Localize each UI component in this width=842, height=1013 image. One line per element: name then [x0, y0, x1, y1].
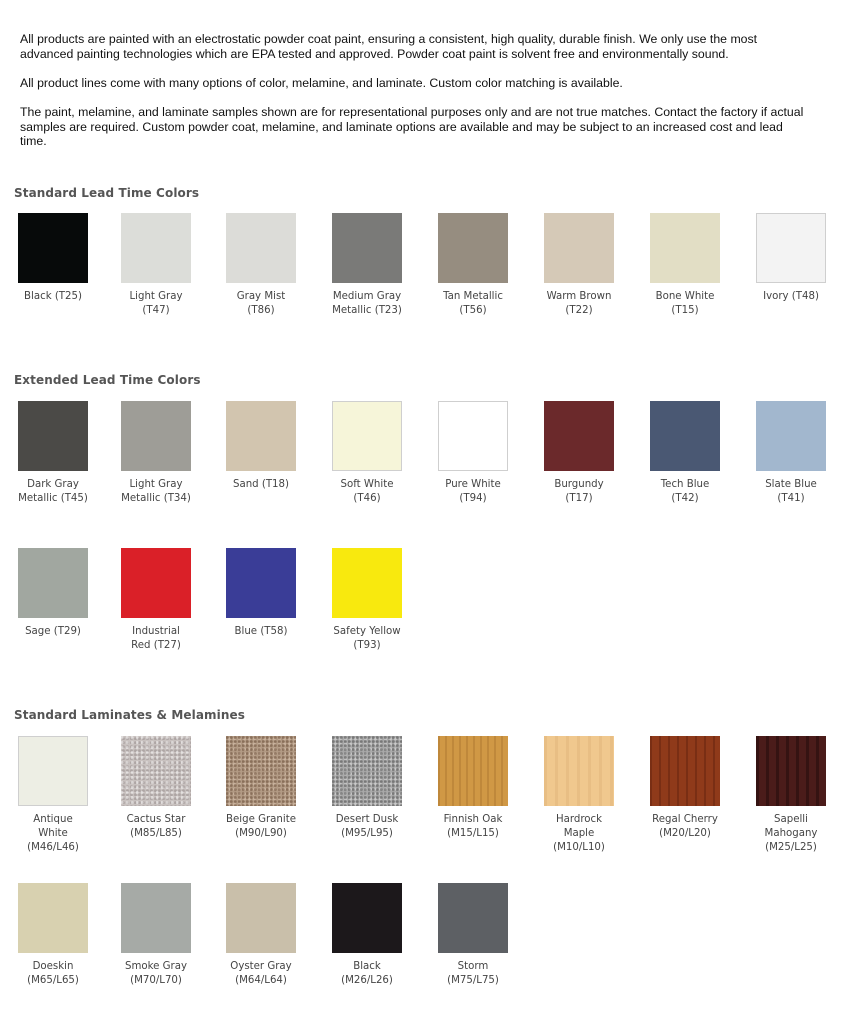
color-swatch [121, 213, 191, 283]
swatch-label [314, 625, 420, 653]
swatch-item [103, 548, 209, 653]
swatch-item [420, 213, 526, 318]
swatch-item [738, 736, 842, 855]
standard-colors-row [0, 213, 842, 343]
swatch-label [208, 960, 314, 988]
swatch-item [0, 401, 106, 506]
swatch-label [738, 813, 842, 855]
swatch-label [632, 813, 738, 841]
color-swatch [332, 548, 402, 618]
color-swatch [18, 401, 88, 471]
swatch-label [420, 813, 526, 841]
swatch-item [738, 401, 842, 506]
swatch-item [0, 548, 106, 639]
swatch-item [420, 883, 526, 988]
swatch-label-line: (M85/L85) [130, 828, 182, 839]
swatch-item [314, 401, 420, 506]
swatch-label-line: (T22) [565, 305, 593, 316]
swatch-label-line: Beige Granite [226, 814, 296, 825]
color-swatch [438, 883, 508, 953]
color-swatch [650, 401, 720, 471]
color-swatch [332, 213, 402, 283]
swatch-label [632, 290, 738, 318]
swatch-label-line: Slate Blue [765, 479, 817, 490]
swatch-label-line: (T41) [777, 493, 805, 504]
swatch-item [420, 736, 526, 841]
swatch-item [0, 213, 106, 304]
color-swatch [18, 736, 88, 806]
swatch-label-line: Maple [563, 828, 595, 839]
color-swatch [226, 736, 296, 806]
swatch-item [314, 736, 420, 841]
swatch-item [208, 401, 314, 492]
color-swatch [544, 213, 614, 283]
swatch-label [738, 478, 842, 506]
swatch-item [526, 213, 632, 318]
swatch-item [103, 736, 209, 841]
swatch-label-line: (T42) [671, 493, 699, 504]
swatch-label [314, 960, 420, 988]
swatch-label [208, 813, 314, 841]
swatch-label-line: Industrial [132, 626, 180, 637]
laminates-row-2 [0, 883, 842, 1013]
swatch-label [103, 290, 209, 318]
swatch-label-line: Metallic (T34) [121, 493, 191, 504]
swatch-label-line: Black (T25) [24, 291, 82, 302]
swatch-label-line: (M95/L95) [341, 828, 393, 839]
swatch-label-line: Black [353, 961, 381, 972]
swatch-label [103, 813, 209, 841]
swatch-label-line: Metallic (T45) [18, 493, 88, 504]
swatch-label-line: Smoke Gray [124, 961, 188, 972]
color-swatch [332, 736, 402, 806]
swatch-label-line: (M65/L65) [27, 975, 79, 986]
color-swatch [650, 213, 720, 283]
swatch-label-line: (M90/L90) [235, 828, 287, 839]
swatch-label-line: Metallic (T23) [332, 305, 402, 316]
swatch-label [738, 290, 842, 304]
color-swatch [121, 548, 191, 618]
swatch-label-line: Sage (T29) [25, 626, 81, 637]
swatch-label-line: (T93) [353, 640, 381, 651]
swatch-label [103, 478, 209, 506]
intro-paragraph-1: All products are painted with an electrostatic powder coat paint, ensuring a consistent, high quality, durable finish. We only use the most advanced painting technologies which are EPA tested and approved. Powder coat paint is solvent free and environmentally sound. [20, 32, 758, 61]
color-swatch [121, 736, 191, 806]
swatch-label-line: (T46) [353, 493, 381, 504]
swatch-label-line: Blue (T58) [234, 626, 288, 637]
swatch-label [208, 478, 314, 492]
swatch-label-line: Sapelli [774, 814, 808, 825]
swatch-label [208, 625, 314, 639]
swatch-label-line: White [38, 828, 68, 839]
swatch-label [314, 813, 420, 841]
swatch-label-line: Storm [457, 961, 489, 972]
color-swatch [544, 736, 614, 806]
swatch-label [420, 478, 526, 506]
swatch-label-line: Medium Gray [332, 291, 402, 302]
color-swatch [18, 883, 88, 953]
swatch-label-line: (M75/L75) [447, 975, 499, 986]
swatch-item [738, 213, 842, 304]
swatch-item [526, 736, 632, 855]
swatch-label-line: (M15/L15) [447, 828, 499, 839]
swatch-label [208, 290, 314, 318]
swatch-item [208, 548, 314, 639]
swatch-label-line: (M26/L26) [341, 975, 393, 986]
swatch-label-line: Soft White [340, 479, 394, 490]
swatch-label-line: (M20/L20) [659, 828, 711, 839]
color-swatch [438, 401, 508, 471]
standard-colors-title: Standard Lead Time Colors [14, 186, 200, 200]
swatch-label-line: (M10/L10) [553, 842, 605, 853]
swatch-item [314, 213, 420, 318]
color-swatch [438, 736, 508, 806]
swatch-item [208, 213, 314, 318]
swatch-label-line: (T86) [247, 305, 275, 316]
swatch-label [526, 478, 632, 506]
swatch-label-line: Bone White [655, 291, 715, 302]
swatch-label-line: Tech Blue [660, 479, 710, 490]
color-swatch [226, 401, 296, 471]
swatch-item [0, 883, 106, 988]
color-swatch [650, 736, 720, 806]
swatch-item [103, 213, 209, 318]
swatch-label [0, 960, 106, 988]
swatch-label-line: Oyster Gray [230, 961, 292, 972]
extended-colors-title: Extended Lead Time Colors [14, 373, 201, 387]
swatch-item [314, 883, 420, 988]
swatch-label [632, 478, 738, 506]
swatch-label-line: Regal Cherry [652, 814, 718, 825]
swatch-label-line: Warm Brown [546, 291, 612, 302]
swatch-item [103, 401, 209, 506]
swatch-label-line: (M64/L64) [235, 975, 287, 986]
swatch-label-line: (T15) [671, 305, 699, 316]
intro-paragraph-2: All product lines come with many options of color, melamine, and laminate. Custom color matching is available. [20, 75, 623, 90]
swatch-label-line: Gray Mist [236, 291, 286, 302]
swatch-label [420, 960, 526, 988]
swatch-label [526, 290, 632, 318]
swatch-label-line: Tan Metallic [443, 291, 503, 302]
swatch-label [103, 960, 209, 988]
color-swatch [332, 401, 402, 471]
swatch-item [208, 883, 314, 988]
color-swatch [756, 401, 826, 471]
swatch-item [0, 736, 106, 855]
swatch-label-line: Light Gray [129, 291, 183, 302]
swatch-label-line: Burgundy [554, 479, 604, 490]
intro-text [20, 32, 810, 163]
swatch-label [0, 813, 106, 855]
color-swatch [121, 883, 191, 953]
swatch-label-line: Red (T27) [131, 640, 181, 651]
extended-colors-row-1 [0, 401, 842, 531]
color-swatch [438, 213, 508, 283]
color-swatch [544, 401, 614, 471]
swatch-label-line: Cactus Star [126, 814, 186, 825]
swatch-label-line: (T56) [459, 305, 487, 316]
color-swatch [18, 548, 88, 618]
swatch-label-line: Safety Yellow [333, 626, 401, 637]
swatch-label-line: (M25/L25) [765, 842, 817, 853]
swatch-label-line: (T47) [142, 305, 170, 316]
swatch-label-line: Ivory (T48) [763, 291, 819, 302]
swatch-label-line: (M46/L46) [27, 842, 79, 853]
laminates-title: Standard Laminates & Melamines [14, 708, 245, 722]
swatch-label [314, 478, 420, 506]
swatch-label-line: Antique [33, 814, 73, 825]
swatch-item [632, 213, 738, 318]
swatch-item [632, 401, 738, 506]
color-swatch [226, 213, 296, 283]
swatch-label-line: Doeskin [32, 961, 74, 972]
swatch-item [526, 401, 632, 506]
swatch-label [420, 290, 526, 318]
swatch-label [0, 290, 106, 304]
swatch-label-line: (T94) [459, 493, 487, 504]
swatch-label-line: Pure White [445, 479, 501, 490]
extended-colors-row-2 [0, 548, 842, 678]
color-swatch [756, 736, 826, 806]
swatch-label-line: Finnish Oak [443, 814, 503, 825]
swatch-label-line: Sand (T18) [232, 479, 289, 490]
intro-paragraph-3: The paint, melamine, and laminate samples shown are for representational purposes only and are not true matches. Contact the factory if actual samples are required. Custom powder coat, melamine, and laminate options are available and may be subject to an increased cost and lead time. [20, 104, 804, 149]
swatch-label-line: Desert Dusk [335, 814, 399, 825]
color-swatch [226, 883, 296, 953]
color-swatch [756, 213, 826, 283]
swatch-item [314, 548, 420, 653]
swatch-item [103, 883, 209, 988]
swatch-item [632, 736, 738, 841]
swatch-label [314, 290, 420, 318]
color-swatch [226, 548, 296, 618]
color-swatch [332, 883, 402, 953]
swatch-label-line: (M70/L70) [130, 975, 182, 986]
swatch-label [0, 625, 106, 639]
swatch-label [103, 625, 209, 653]
swatch-label-line: (T17) [565, 493, 593, 504]
swatch-label [0, 478, 106, 506]
swatch-label-line: Hardrock [555, 814, 603, 825]
swatch-label [526, 813, 632, 855]
swatch-label-line: Light Gray [129, 479, 183, 490]
color-swatch [18, 213, 88, 283]
laminates-row-1 [0, 736, 842, 866]
color-swatch [121, 401, 191, 471]
swatch-label-line: Mahogany [764, 828, 818, 839]
swatch-item [420, 401, 526, 506]
swatch-item [208, 736, 314, 841]
swatch-label-line: Dark Gray [27, 479, 79, 490]
